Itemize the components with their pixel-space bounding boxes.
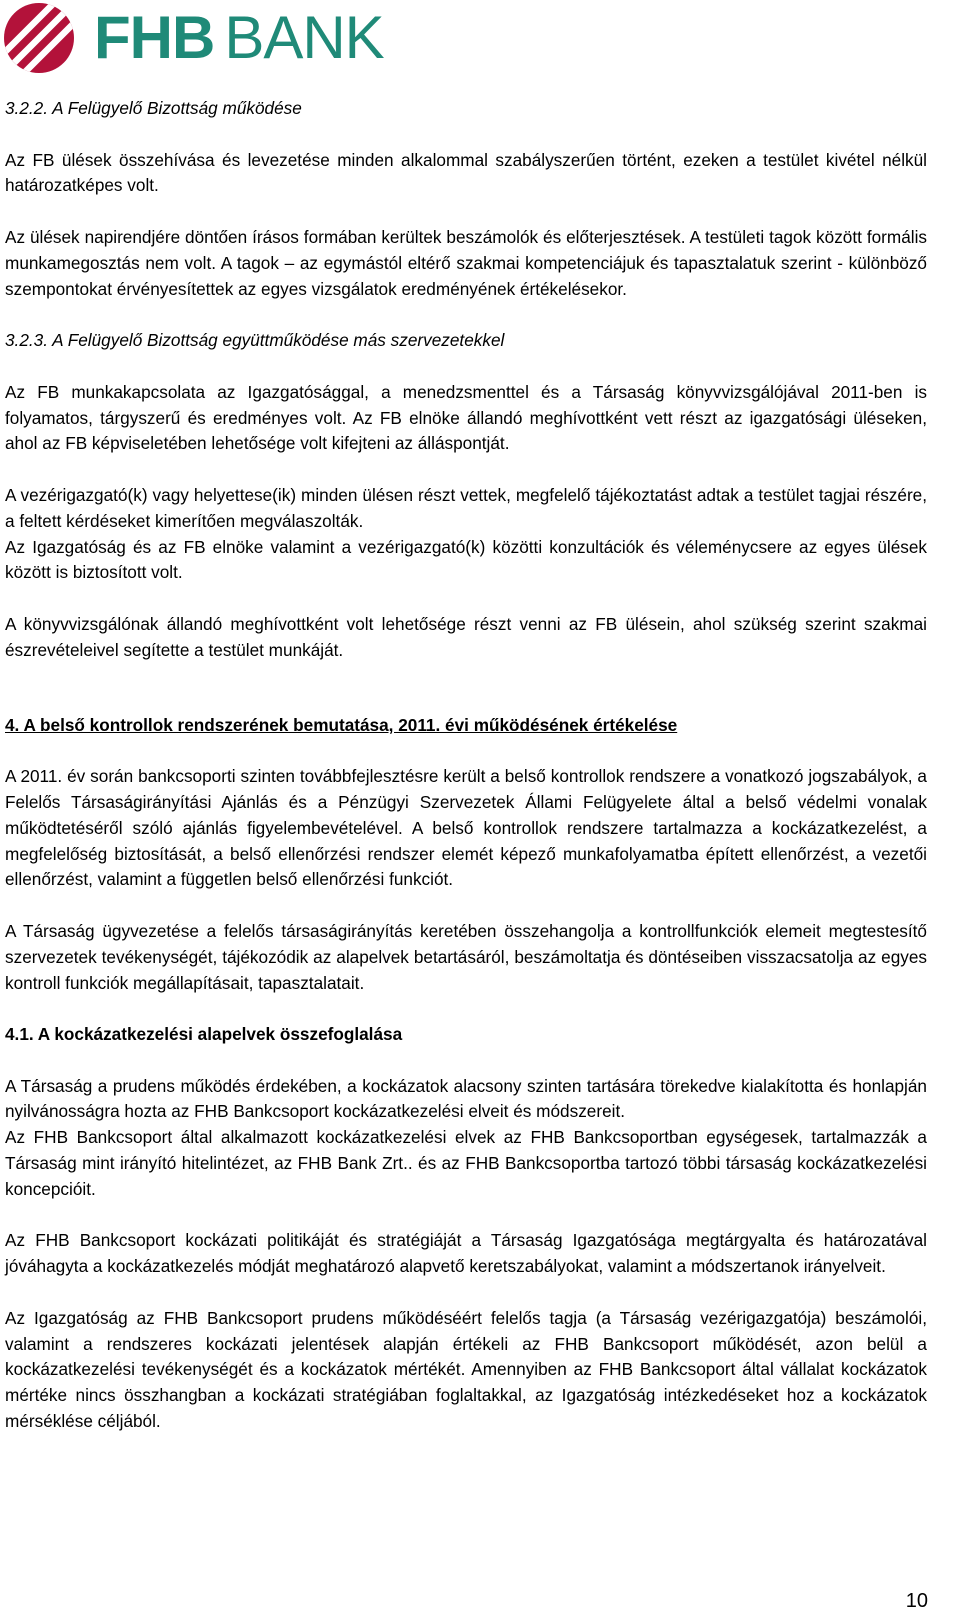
- paragraph: A könyvvizsgálónak állandó meghívottként volt lehetősége részt venni az FB ülésein, ahol szükség szerint szakmai észrevételeivel segítette a testület munkáját.: [5, 613, 927, 660]
- heading-3-2-3: 3.2.3. A Felügyelő Bizottság együttműködése más szervezetekkel: [5, 330, 505, 351]
- paragraph: A 2011. év során bankcsoporti szinten továbbfejlesztésre került a belső kontrollok rendszere a vonatkozó jogszabályok, a Felelős Társaságirányítási Ajánlás és a Pénzügyi Szervezetek Állami Felügyelete által a belső védelmi vonalak működtetéséről szóló ajánlás figyelembevételével. A belső kontrollok rendszere tartalmazza a kockázatkezelést, a megfelelőség biztosítását, a belső ellenőrzési rendszer elemét képező munkafolyamatba épített ellenőrzést, a vezetői ellenőrzést, valamint a független belső ellenőrzési funkciót.: [5, 766, 927, 890]
- paragraph: A vezérigazgató(k) vagy helyettese(ik) minden ülésen részt vettek, megfelelő tájékoztatást adtak a testület tagjai részére, a feltett kérdéseket kimerítően megválaszolták.: [5, 484, 927, 531]
- paragraph: A Társaság ügyvezetése a felelős társaságirányítás keretében összehangolja a kontrollfunkciók elemeit megtestesítő szervezetek tevékenységét, tájékozódik az alapelvek betartásáról, beszámoltatja és döntéseiben visszacsatolja az egyes kontroll funkciók megállapításait, tapasztalatait.: [5, 920, 927, 993]
- paragraph: Az Igazgatóság az FHB Bankcsoport prudens működéséért felelős tagja (a Társaság vezérigazgatója) beszámolói, valamint a rendszeres kockázati jelentések alapján értékeli az FHB Bankcsoport működését, azon belül a kockázatkezelési tevékenységét és a kockázatok mértékét. Amennyiben az FHB Bankcsoport által vállalat kockázatok mértéke nincs összhangban a kockázati stratégiában foglaltakkal, az Igazgatóság intézkedéseket hoz a kockázatok mérséklése céljából.: [5, 1307, 927, 1432]
- document-body: [5, 96, 927, 1435]
- heading-3-2-2: 3.2.2. A Felügyelő Bizottság működése: [5, 98, 302, 118]
- paragraph: Az FHB Bankcsoport kockázati politikáját és stratégiáját a Társaság Igazgatósága megtárgyalta és határozatával jóváhagyta a kockázatkezelés módját meghatározó alapvető keretszabályokat, valamint a módszertanok irányelveit.: [5, 1230, 927, 1277]
- logo-brand-light: BANK: [224, 4, 384, 71]
- logo-brand-bold: FHB: [94, 4, 215, 71]
- fhb-logo-mark-icon: [4, 3, 74, 73]
- page-number: 10: [905, 1590, 928, 1612]
- heading-4-1: 4.1. A kockázatkezelési alapelvek összefoglalása: [5, 1024, 403, 1045]
- heading-section-4: 4. A belső kontrollok rendszerének bemutatása, 2011. évi működésének értékelése: [5, 714, 678, 735]
- paragraph: Az Igazgatóság és az FB elnöke valamint a vezérigazgató(k) közötti konzultációk és véleménycsere az egyes ülések között is biztosított volt.: [5, 536, 927, 583]
- paragraph: Az FB munkakapcsolata az Igazgatósággal, a menedzsmenttel és a Társaság könyvvizsgálójával 2011-ben is folyamatos, tárgyszerű és eredményes volt. Az FB elnöke állandó meghívottként vett részt az igazgatósági üléseken, ahol az FB képviseletében lehetősége volt kifejteni az álláspontját.: [5, 381, 927, 454]
- logo-wordmark: [94, 4, 384, 71]
- paragraph: Az ülések napirendjére döntően írásos formában kerültek beszámolók és előterjesztések. A testületi tagok között formális munkamegosztás nem volt. A tagok – az egymástól eltérő szakmai kompetenciájuk és tapasztalatuk szerint - különböző szempontokat érvényesítettek az egyes vizsgálatok eredményének értékelésekor.: [5, 226, 927, 299]
- fhb-bank-logo: [4, 3, 384, 73]
- paragraph: Az FB ülések összehívása és levezetése minden alkalommal szabályszerűen történt, ezeken a testület kivétel nélkül határozatképes volt.: [5, 149, 927, 196]
- paragraph: A Társaság a prudens működés érdekében, a kockázatok alacsony szinten tartására törekedve kialakította és honlapján nyilvánosságra hozta az FHB Bankcsoport kockázatkezelési elveit és módszereit.: [5, 1075, 927, 1122]
- paragraph: Az FHB Bankcsoport által alkalmazott kockázatkezelési elvek az FHB Bankcsoportban egységesek, tartalmazzák a Társaság mint irányító hitelintézet, az FHB Bank Zrt.. és az FHB Bankcsoportba tartozó többi társaság kockázatkezelési koncepcióit.: [5, 1127, 927, 1199]
